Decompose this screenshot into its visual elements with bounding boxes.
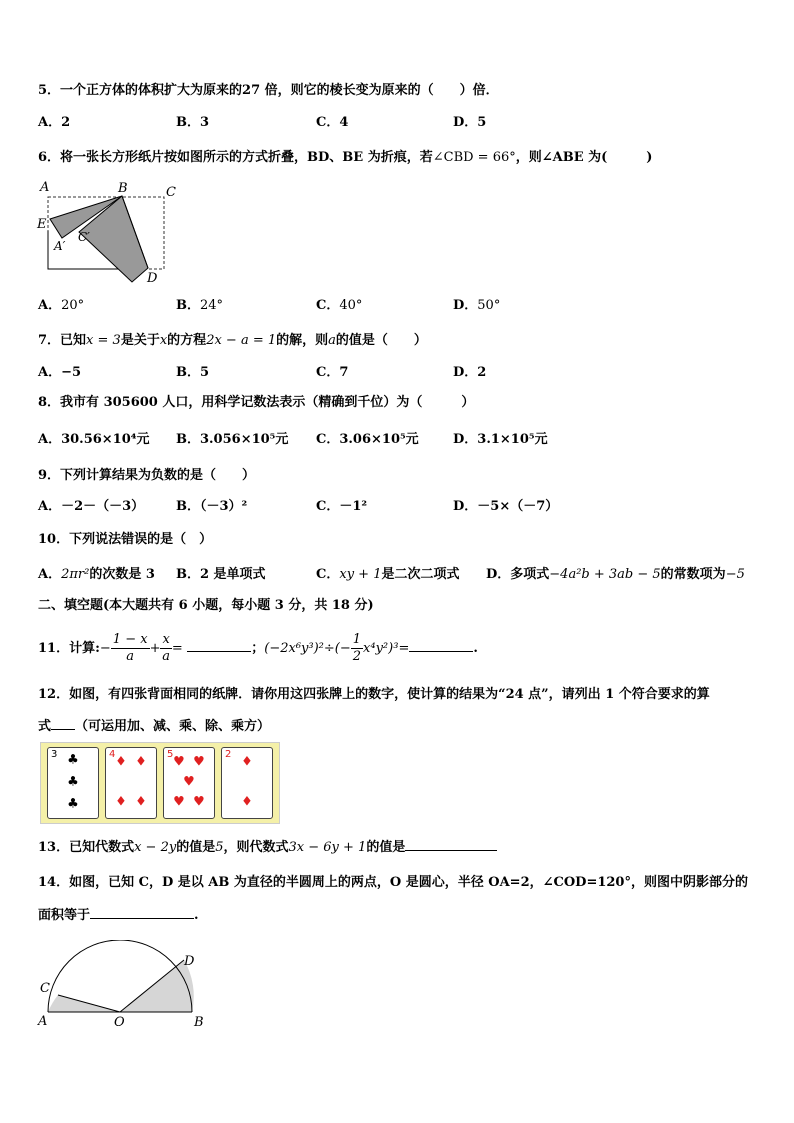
q14-label-o: O — [114, 1015, 125, 1030]
q5-option-d: D．5 — [453, 115, 487, 130]
playing-card — [105, 747, 157, 819]
q14-stem-line2: 面积等于 . — [38, 905, 199, 925]
q6-label-b: B — [118, 181, 128, 196]
q14-stem-line1: 14．如图，已知 C，D 是以 AB 为直径的半圆周上的两点，O 是圆心，半径 OA=2，∠COD=120°，则图中阴影部分的 — [38, 875, 748, 890]
q10-option-d: D．多项式−4a²b + 3ab − 5的常数项为−5 — [486, 567, 745, 582]
q10-stem: 10．下列说法错误的是（ ） — [38, 532, 213, 547]
q14-label-b: B — [194, 1015, 204, 1030]
q8-option-b: B．3.056×10⁵元 — [176, 432, 289, 447]
card-rank: 3 — [51, 749, 58, 760]
playing-card — [47, 747, 99, 819]
card-suit-icon: ♥ — [173, 754, 185, 770]
q7-option-c: C．7 — [316, 365, 349, 380]
card-suit-icon: ♦ — [115, 754, 127, 770]
q9-option-a: A．－2－（－3） — [38, 499, 145, 514]
card-suit-icon: ♥ — [193, 794, 205, 810]
q8-option-a: A．30.56×10⁴元 — [38, 432, 150, 447]
q9-option-b: B．（－3）² — [176, 499, 248, 514]
card-suit-icon: ♥ — [183, 774, 195, 790]
q11-stem: 11．计算:− $\frac{1 - x}{a}$ + $\frac{x}{a}$ = ；(−2x⁶y³)²÷(− $\frac{1}{2}$ x⁴y²)³= . — [38, 632, 478, 664]
q7-stem: 7．已知x = 3是关于x的方程2x − a = 1的解，则a的值是（ ） — [38, 333, 427, 348]
q6-label-e: E — [37, 217, 47, 232]
q6-label-c-prime: C′ — [78, 230, 90, 244]
q11-fraction-1: $\frac{1 - x}{a}$ — [112, 632, 148, 664]
playing-card — [221, 747, 273, 819]
card-suit-icon: ♣ — [67, 774, 79, 790]
card-rank: 5 — [167, 749, 174, 760]
q11-fraction-3: $\frac{1}{2}$ — [352, 632, 362, 664]
q10-option-c: C．xy + 1是二次二项式 — [316, 567, 460, 582]
q12-blank[interactable] — [51, 716, 75, 730]
q9-stem: 9．下列计算结果为负数的是（ ） — [38, 468, 256, 483]
q8-option-d: D．3.1×10⁵元 — [453, 432, 548, 447]
q7-option-b: B．5 — [176, 365, 210, 380]
section-2-title: 二、填空题(本大题共有 6 小题，每小题 3 分，共 18 分) — [38, 598, 374, 613]
q5-option-c: C．4 — [316, 115, 349, 130]
q14-label-a: A — [38, 1014, 48, 1029]
q11-blank-1[interactable] — [187, 638, 251, 652]
q9-option-c: C．－1² — [316, 499, 368, 514]
card-rank: 2 — [225, 749, 232, 760]
q14-semicircle-figure — [34, 940, 214, 1032]
q12-stem-line1: 12．如图，有四张背面相同的纸牌．请你用这四张牌上的数字，使计算的结果为“24 点”，请列出 1 个符合要求的算 — [38, 687, 710, 702]
q6-option-b: B．24° — [176, 298, 224, 313]
card-suit-icon: ♥ — [173, 794, 185, 810]
q13-stem: 13．已知代数式x − 2y的值是5，则代数式3x − 6y + 1的值是 — [38, 837, 497, 857]
q9-option-d: D．－5×（－7） — [453, 499, 559, 514]
q5-option-a: A．2 — [38, 115, 71, 130]
card-rank: 4 — [109, 749, 116, 760]
q6-angle-expr: ∠CBD = 66° — [432, 150, 516, 165]
q12-cards — [40, 742, 280, 824]
q8-stem: 8．我市有 305600 人口，用科学记数法表示（精确到千位）为（ ） — [38, 395, 475, 410]
q6-label-a-prime: A′ — [54, 239, 66, 253]
card-suit-icon: ♦ — [241, 754, 253, 770]
q14-blank[interactable] — [90, 905, 194, 919]
q11-fraction-2: $\frac{x}{a}$ — [162, 632, 171, 664]
q5-stem: 5．一个正方体的体积扩大为原来的27 倍，则它的棱长变为原来的（ ）倍． — [38, 83, 499, 98]
playing-card — [163, 747, 215, 819]
q6-option-a: A．20° — [38, 298, 85, 313]
q6-label-c: C — [166, 185, 176, 200]
card-suit-icon: ♦ — [115, 794, 127, 810]
q6-stem: 6．将一张长方形纸片按如图所示的方式折叠，BD、BE 为折痕，若∠CBD = 66°，则∠ABE 为( ) — [38, 150, 653, 165]
q13-blank[interactable] — [405, 837, 497, 851]
q6-option-c: C．40° — [316, 298, 363, 313]
card-suit-icon: ♣ — [67, 796, 79, 812]
q11-blank-2[interactable] — [409, 638, 473, 652]
q7-option-d: D．2 — [453, 365, 487, 380]
q6-folding-figure — [34, 178, 184, 286]
card-suit-icon: ♦ — [241, 794, 253, 810]
q10-option-a: A．2πr²的次数是 3 — [38, 567, 155, 582]
q6-label-a: A — [40, 180, 50, 195]
q10-option-b: B．2 是单项式 — [176, 567, 266, 582]
q5-option-b: B．3 — [176, 115, 210, 130]
card-suit-icon: ♣ — [67, 752, 79, 768]
q7-option-a: A．−5 — [38, 365, 82, 380]
q12-stem-line2: 式 （可运用加、减、乘、除、乘方） — [38, 716, 270, 736]
card-suit-icon: ♥ — [193, 754, 205, 770]
q8-option-c: C．3.06×10⁵元 — [316, 432, 419, 447]
q14-label-c: C — [40, 981, 50, 996]
card-suit-icon: ♦ — [135, 754, 147, 770]
q6-label-d: D — [147, 271, 158, 286]
card-suit-icon: ♦ — [135, 794, 147, 810]
q6-option-d: D．50° — [453, 298, 501, 313]
q14-label-d: D — [184, 954, 195, 969]
